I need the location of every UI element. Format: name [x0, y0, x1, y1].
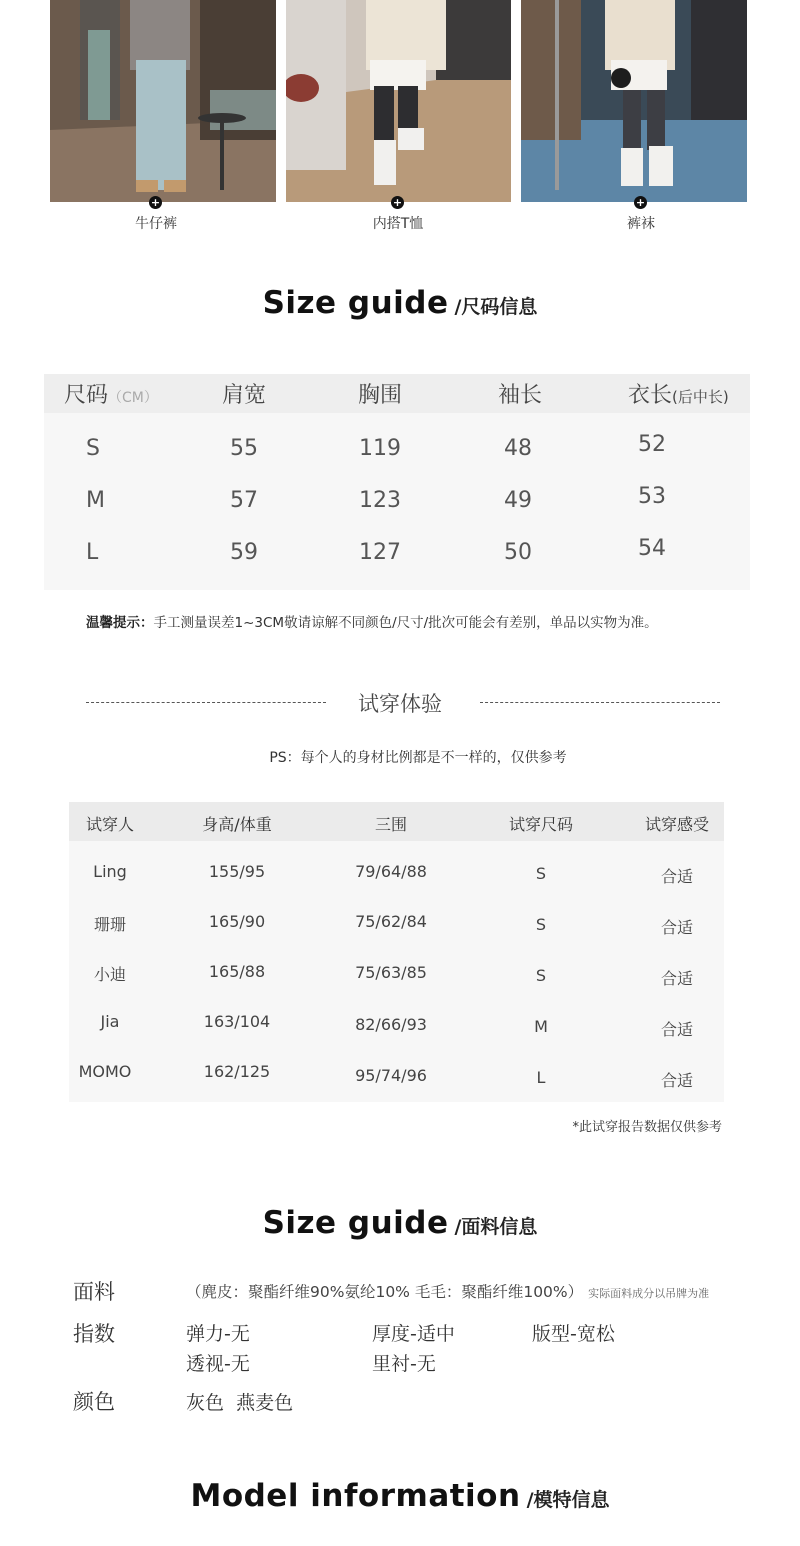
tryon-title: 试穿体验 — [358, 692, 442, 716]
model-heading — [0, 1478, 800, 1514]
size-row-s-chest: 119 — [359, 436, 401, 461]
col-chest: 胸围 — [357, 383, 402, 408]
tryon-row-3-name: 小迪 — [93, 965, 126, 984]
size-row-m-shoulder: 57 — [230, 488, 258, 513]
model-title: Model information — [190, 1478, 521, 1514]
plus-icon: + — [150, 196, 161, 209]
col-length-label: 衣长 — [628, 383, 673, 408]
tryon-row-2-size: S — [535, 915, 547, 934]
tryon-note: *此试穿报告数据仅供参考 — [572, 1120, 722, 1135]
tryon-row-5-name: MOMO — [78, 1062, 132, 1081]
color-values: 灰色 燕麦色 — [186, 1392, 294, 1414]
photo-label-socks: 裤袜 — [627, 216, 655, 232]
tryon-row-3-size: S — [535, 966, 547, 985]
tryon-row-1-feel: 合适 — [660, 867, 693, 886]
index-label: 指数 — [73, 1322, 115, 1346]
fit-value: 版型-宽松 — [532, 1323, 615, 1345]
size-row-s-sleeve: 48 — [504, 436, 532, 461]
col-size-label: 尺码 — [64, 383, 109, 408]
tryon-row-1-size: S — [535, 864, 547, 883]
product-photo-socks — [521, 0, 747, 202]
plus-icon: + — [635, 196, 646, 209]
size-row-m-length: 53 — [638, 484, 666, 509]
size-row-s-shoulder: 55 — [230, 436, 258, 461]
size-row-m-size: M — [86, 488, 105, 513]
product-photo-tshirt — [286, 0, 511, 202]
material-label: 面料 — [73, 1280, 115, 1304]
fabric-heading — [0, 1205, 800, 1241]
fabric-subtitle: /面料信息 — [454, 1216, 538, 1238]
tryon-row-4-name: Jia — [100, 1012, 120, 1031]
size-guide-subtitle: /尺码信息 — [454, 296, 538, 318]
col-size — [64, 378, 158, 409]
tryon-row-5-size: L — [536, 1068, 546, 1087]
col-length — [628, 378, 729, 409]
tryon-row-5-feel: 合适 — [660, 1071, 693, 1090]
size-row-l-length: 54 — [638, 536, 666, 561]
tryon-row-1-name: Ling — [93, 862, 127, 881]
size-row-s-length: 52 — [638, 432, 666, 457]
tip-text: 手工测量误差1~3CM敬请谅解不同颜色/尺寸/批次可能会有差别，单品以实物为准。 — [153, 615, 658, 631]
tryon-row-2-feel: 合适 — [660, 918, 693, 937]
tryon-row-4-feel: 合适 — [660, 1020, 693, 1039]
tryon-row-2-hw: 165/90 — [208, 912, 266, 931]
col-sleeve: 袖长 — [497, 383, 542, 408]
model-subtitle: /模特信息 — [526, 1489, 610, 1511]
tip-label: 温馨提示： — [86, 615, 154, 631]
col-feeling: 试穿感受 — [644, 815, 709, 834]
fabric-title: Size guide — [262, 1205, 449, 1241]
size-table-header — [44, 374, 750, 413]
photo-label-tshirt: 内搭T恤 — [372, 216, 424, 232]
lining-value: 里衬-无 — [372, 1353, 436, 1375]
tryon-row-1-hw: 155/95 — [208, 862, 266, 881]
col-tester: 试穿人 — [85, 815, 134, 834]
col-tried-size: 试穿尺码 — [508, 815, 573, 834]
tryon-row-4-size: M — [534, 1017, 548, 1036]
tryon-row-1-bwh: 79/64/88 — [355, 862, 427, 881]
col-measurements: 三围 — [374, 815, 407, 834]
plus-icon: + — [392, 196, 403, 209]
size-row-l-chest: 127 — [359, 540, 401, 565]
size-guide-heading — [0, 285, 800, 321]
tryon-row-3-hw: 165/88 — [208, 962, 266, 981]
product-photo-jeans — [50, 0, 276, 202]
tryon-row-5-hw: 162/125 — [203, 1062, 271, 1081]
size-row-l-shoulder: 59 — [230, 540, 258, 565]
size-row-m-chest: 123 — [359, 488, 401, 513]
photo-label-jeans: 牛仔裤 — [135, 216, 177, 232]
tryon-ps: PS：每个人的身材比例都是不一样的，仅供参考 — [269, 750, 567, 766]
elasticity-value: 弹力-无 — [186, 1323, 250, 1345]
seethrough-value: 透视-无 — [186, 1353, 250, 1375]
size-table — [44, 374, 750, 590]
tryon-row-2-bwh: 75/62/84 — [355, 912, 427, 931]
thickness-value: 厚度-适中 — [372, 1323, 455, 1345]
size-guide-title: Size guide — [262, 285, 449, 321]
tryon-row-4-hw: 163/104 — [203, 1012, 271, 1031]
size-row-l-sleeve: 50 — [504, 540, 532, 565]
tryon-table-header — [69, 802, 724, 841]
tryon-row-3-bwh: 75/63/85 — [355, 963, 427, 982]
tryon-row-5-bwh: 95/74/96 — [355, 1066, 427, 1085]
material-composition — [186, 1280, 709, 1302]
tryon-row-4-bwh: 82/66/93 — [355, 1015, 427, 1034]
material-note: 实际面料成分以吊牌为准 — [588, 1287, 710, 1300]
measurement-tip — [86, 611, 658, 631]
col-height-weight: 身高/体重 — [202, 815, 272, 834]
col-shoulder: 肩宽 — [221, 383, 266, 408]
tryon-table — [69, 802, 724, 1102]
tryon-row-3-feel: 合适 — [660, 969, 693, 988]
size-row-m-sleeve: 49 — [504, 488, 532, 513]
color-label: 颜色 — [73, 1390, 115, 1414]
material-text: （麂皮：聚酯纤维90%氨纶10% 毛毛：聚酯纤维100%） — [186, 1283, 584, 1301]
col-length-note: (后中长) — [672, 388, 729, 406]
size-row-s-size: S — [86, 436, 100, 461]
size-row-l-size: L — [86, 540, 99, 565]
col-size-unit: （CM） — [108, 390, 158, 406]
tryon-row-2-name: 珊珊 — [93, 915, 126, 934]
